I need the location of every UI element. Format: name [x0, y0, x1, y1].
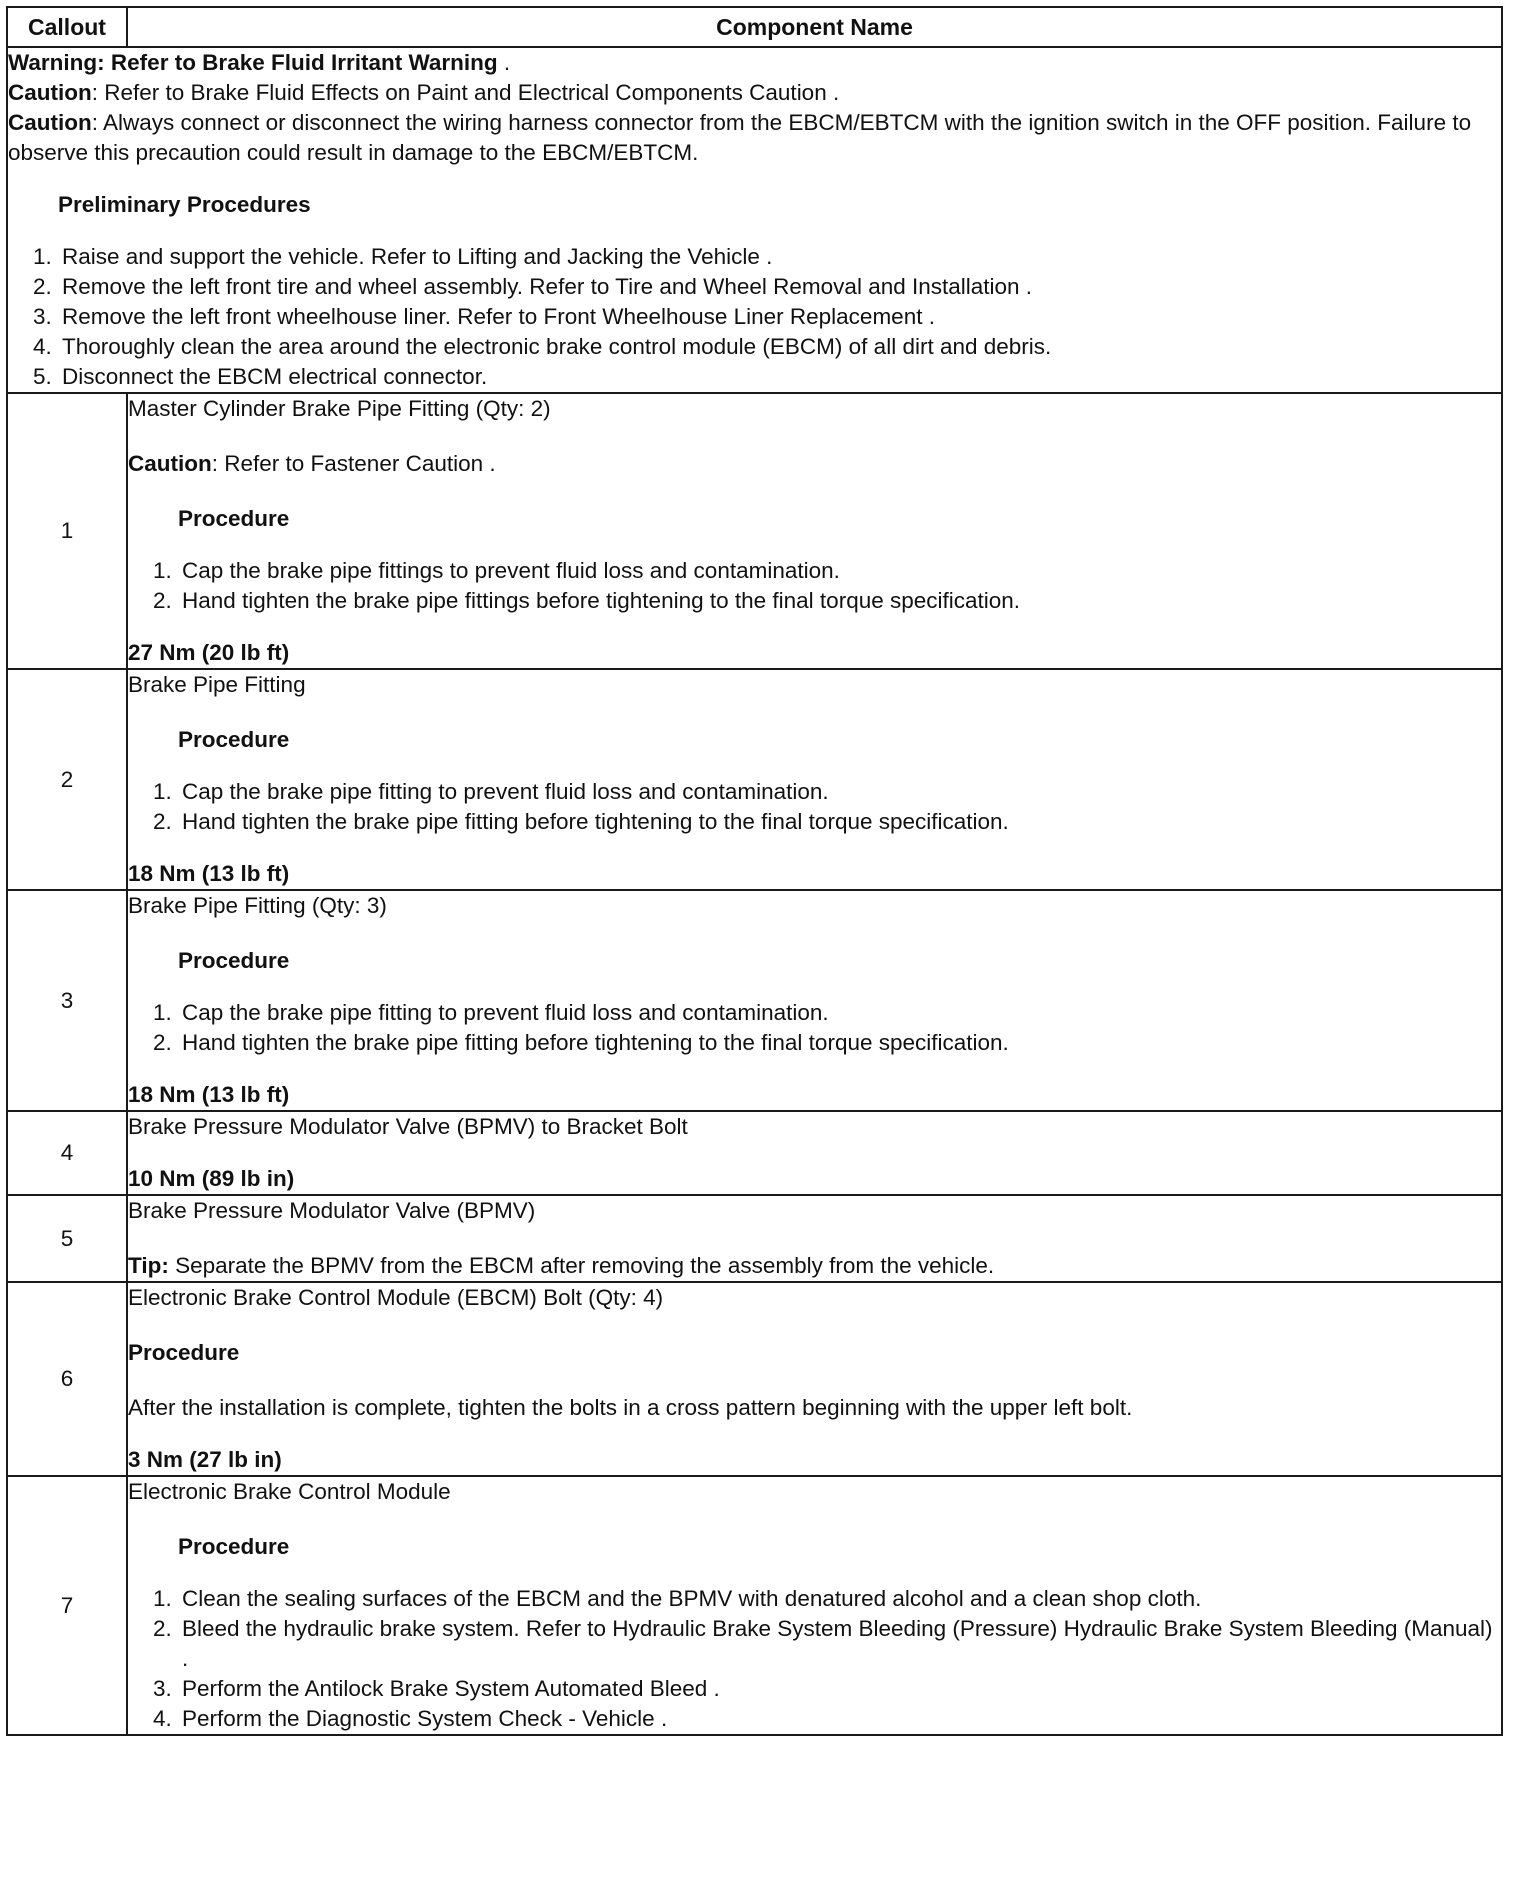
component-name: Brake Pipe Fitting (Qty: 3) — [128, 893, 387, 918]
component-name: Brake Pipe Fitting — [128, 672, 306, 697]
warning-label: Warning: — [8, 50, 105, 75]
component-cell — [127, 1111, 1502, 1195]
component-cell — [127, 1476, 1502, 1735]
caution-text: : Always connect or disconnect the wiring harness connector from the EBCM/EBTCM with the ignition switch in the OFF position. Failure to observe this precaution could result in damage to the EBCM/EBTCM. — [8, 110, 1472, 165]
table-row — [7, 890, 1502, 1111]
component-name: Electronic Brake Control Module (EBCM) Bolt (Qty: 4) — [128, 1285, 664, 1310]
procedure-steps — [128, 998, 1501, 1058]
warning-end: . — [497, 50, 511, 75]
table-row — [7, 1195, 1502, 1282]
torque-spec: 3 Nm (27 lb in) — [128, 1447, 282, 1472]
procedure-steps — [128, 556, 1501, 616]
component-cell — [127, 1195, 1502, 1282]
caution-text: : Refer to Fastener Caution . — [211, 451, 496, 476]
callout-number: 5 — [7, 1195, 127, 1282]
component-name: Brake Pressure Modulator Valve (BPMV) to Bracket Bolt — [128, 1114, 688, 1139]
procedure-steps — [128, 1584, 1501, 1734]
list-item: 1. Cap the brake pipe fittings to prevent fluid loss and contamination. — [178, 556, 1501, 586]
procedure-title: Procedure — [178, 506, 290, 531]
procedure-steps — [128, 777, 1501, 837]
table-row — [7, 393, 1502, 669]
list-item: 3. Perform the Antilock Brake System Automated Bleed . — [178, 1674, 1501, 1704]
preface-row — [7, 47, 1502, 393]
callout-number: 6 — [7, 1282, 127, 1476]
caution-line — [128, 449, 1501, 479]
component-cell — [127, 890, 1502, 1111]
component-table — [6, 6, 1503, 1736]
table-row — [7, 1282, 1502, 1476]
callout-header: Callout — [7, 7, 127, 47]
callout-number: 2 — [7, 669, 127, 890]
caution-line-1 — [8, 78, 1501, 108]
torque-spec: 10 Nm (89 lb in) — [128, 1166, 295, 1191]
caution-label: Caution — [8, 110, 92, 135]
procedure-title: Procedure — [128, 1340, 240, 1365]
procedure-title: Procedure — [178, 727, 290, 752]
component-cell — [127, 393, 1502, 669]
preface-cell — [7, 47, 1502, 393]
list-item: 5. Disconnect the EBCM electrical connector. — [58, 362, 1501, 392]
list-item: 2. Hand tighten the brake pipe fittings before tightening to the final torque specification. — [178, 586, 1501, 616]
list-item: 1. Raise and support the vehicle. Refer to Lifting and Jacking the Vehicle . — [58, 242, 1501, 272]
tip-text: Separate the BPMV from the EBCM after removing the assembly from the vehicle. — [168, 1253, 995, 1278]
component-name: Brake Pressure Modulator Valve (BPMV) — [128, 1198, 536, 1223]
list-item: 1. Cap the brake pipe fitting to prevent fluid loss and contamination. — [178, 998, 1501, 1028]
list-item: 4. Perform the Diagnostic System Check - Vehicle . — [178, 1704, 1501, 1734]
component-name: Electronic Brake Control Module — [128, 1479, 451, 1504]
component-name: Master Cylinder Brake Pipe Fitting (Qty: 2) — [128, 396, 551, 421]
procedure-title: Procedure — [178, 1534, 290, 1559]
component-cell — [127, 669, 1502, 890]
list-item: 2. Bleed the hydraulic brake system. Refer to Hydraulic Brake System Bleeding (Pressure) Hydraulic Brake System Bleeding (Manual) . — [178, 1614, 1501, 1674]
table-row — [7, 1111, 1502, 1195]
caution-text: : Refer to Brake Fluid Effects on Paint and Electrical Components Caution . — [91, 80, 840, 105]
warning-text: Refer to Brake Fluid Irritant Warning — [110, 50, 498, 75]
table-row — [7, 669, 1502, 890]
list-item: 2. Hand tighten the brake pipe fitting before tightening to the final torque specification. — [178, 807, 1501, 837]
torque-spec: 18 Nm (13 lb ft) — [128, 1082, 290, 1107]
list-item: 3. Remove the left front wheelhouse liner. Refer to Front Wheelhouse Liner Replacement . — [58, 302, 1501, 332]
torque-spec: 18 Nm (13 lb ft) — [128, 861, 290, 886]
torque-spec: 27 Nm (20 lb ft) — [128, 640, 290, 665]
warning-line — [8, 48, 1501, 78]
callout-number: 7 — [7, 1476, 127, 1735]
caution-label: Caution — [128, 451, 212, 476]
callout-number: 1 — [7, 393, 127, 669]
list-item: 1. Cap the brake pipe fitting to prevent fluid loss and contamination. — [178, 777, 1501, 807]
caution-label: Caution — [8, 80, 92, 105]
table-row — [7, 1476, 1502, 1735]
caution-line-2 — [8, 108, 1501, 168]
list-item: 4. Thoroughly clean the area around the electronic brake control module (EBCM) of all dirt and debris. — [58, 332, 1501, 362]
tip-line — [128, 1251, 1501, 1281]
component-name-header: Component Name — [127, 7, 1502, 47]
preliminary-procedures-title: Preliminary Procedures — [58, 192, 311, 217]
tip-label: Tip: — [128, 1253, 169, 1278]
procedure-title: Procedure — [178, 948, 290, 973]
header-row — [7, 7, 1502, 47]
list-item: 2. Remove the left front tire and wheel assembly. Refer to Tire and Wheel Removal and Installation . — [58, 272, 1501, 302]
list-item: 1. Clean the sealing surfaces of the EBCM and the BPMV with denatured alcohol and a clean shop cloth. — [178, 1584, 1501, 1614]
procedure-note: After the installation is complete, tighten the bolts in a cross pattern beginning with the upper left bolt. — [128, 1395, 1133, 1420]
component-cell — [127, 1282, 1502, 1476]
preliminary-steps-list — [8, 242, 1501, 392]
list-item: 2. Hand tighten the brake pipe fitting before tightening to the final torque specification. — [178, 1028, 1501, 1058]
callout-number: 3 — [7, 890, 127, 1111]
callout-number: 4 — [7, 1111, 127, 1195]
